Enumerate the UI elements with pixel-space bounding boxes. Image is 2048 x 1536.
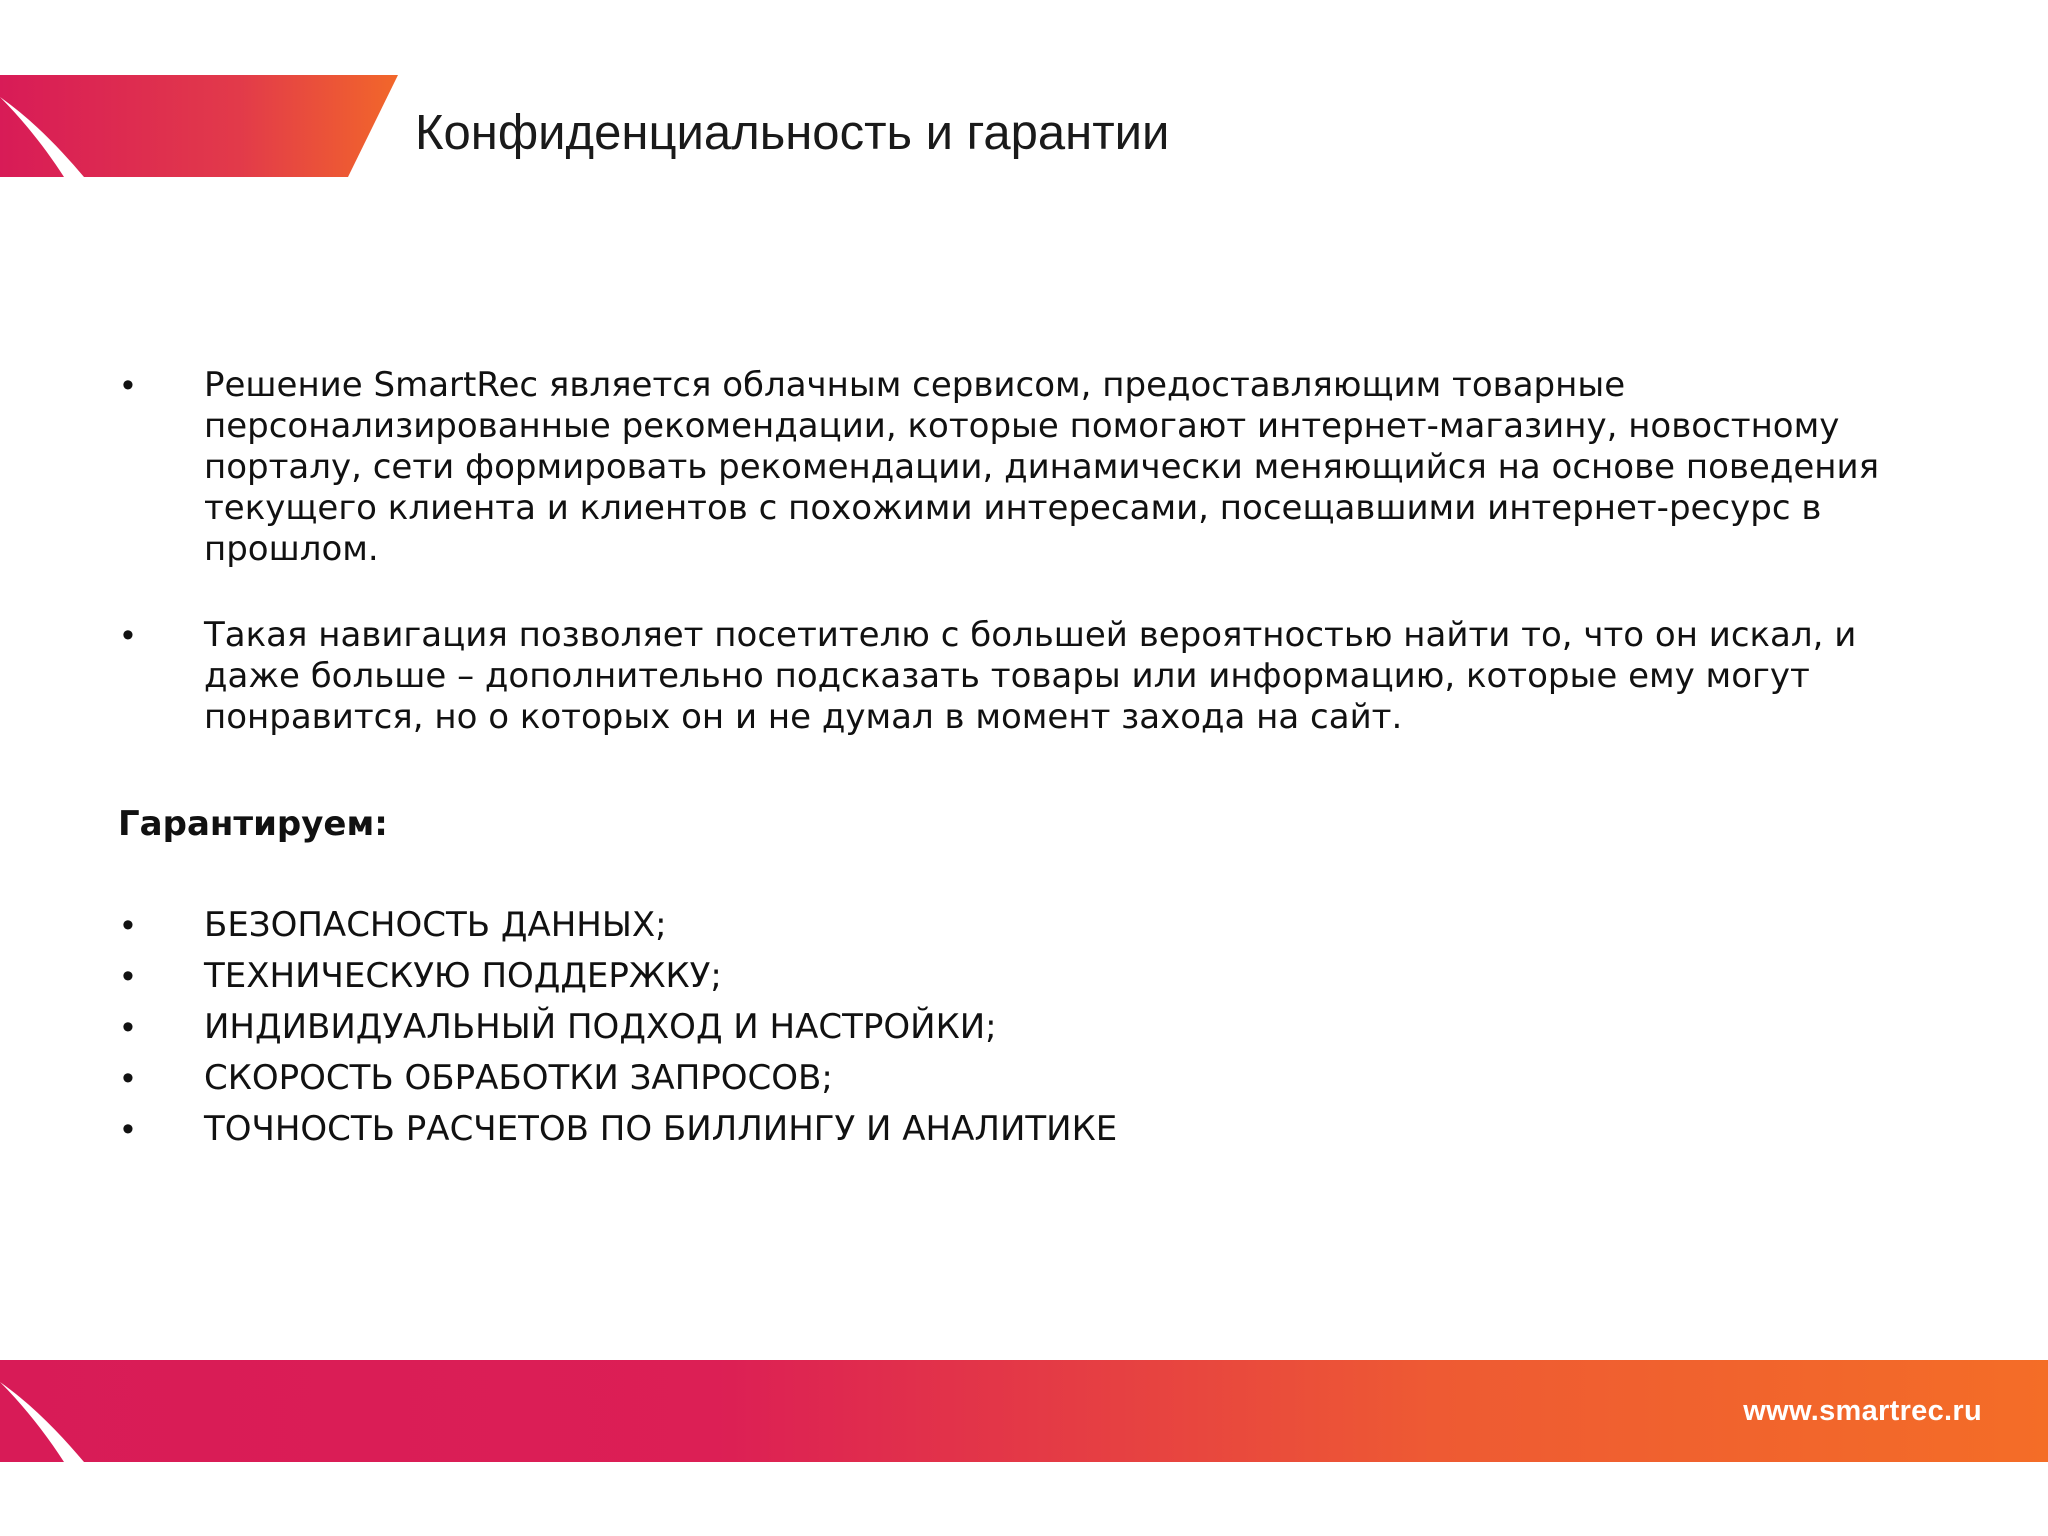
website-link[interactable]: www.smartrec.ru: [1743, 1395, 1982, 1427]
description-paragraph-2: [118, 615, 1918, 738]
bullet-icon: •: [122, 1008, 134, 1046]
bullet-icon: •: [122, 1110, 134, 1148]
list-item: [118, 1104, 1918, 1155]
header-brand-band: [0, 75, 400, 177]
guarantee-heading: Гарантируем:: [118, 804, 388, 844]
list-item: [118, 900, 1918, 951]
guarantee-text: СКОРОСТЬ ОБРАБОТКИ ЗАПРОСОВ;: [204, 1058, 833, 1098]
guarantee-list: [118, 900, 1918, 1155]
bullet-icon: •: [122, 957, 134, 995]
paragraph-text: Такая навигация позволяет посетителю с большей вероятностью найти то, что он искал, и даже больше – дополнительно подсказать товары или информацию, которые ему могут понравится, но о которых он и не думал в момент захода на сайт.: [204, 615, 1857, 737]
description-paragraph-1: [118, 365, 1918, 570]
list-item: [118, 1053, 1918, 1104]
guarantee-text: ТОЧНОСТЬ РАСЧЕТОВ ПО БИЛЛИНГУ И АНАЛИТИКЕ: [204, 1109, 1118, 1149]
page-title: Конфиденциальность и гарантии: [415, 106, 1170, 160]
main-content: [118, 365, 1918, 1155]
guarantee-text: БЕЗОПАСНОСТЬ ДАННЫХ;: [204, 905, 667, 945]
bullet-icon: •: [122, 906, 134, 944]
guarantee-text: ТЕХНИЧЕСКУЮ ПОДДЕРЖКУ;: [204, 956, 722, 996]
list-item: [118, 951, 1918, 1002]
guarantee-text: ИНДИВИДУАЛЬНЫЙ ПОДХОД И НАСТРОЙКИ;: [204, 1007, 997, 1047]
bullet-icon: •: [122, 366, 134, 404]
bullet-icon: •: [122, 1059, 134, 1097]
list-item: [118, 1002, 1918, 1053]
paragraph-text: Решение SmartRec является облачным сервисом, предоставляющим товарные персонализированные рекомендации, которые помогают интернет-магазину, новостному порталу, сети формировать рекомендации, динамически меняющийся на основе поведения текущего клиента и клиентов с похожими интересами, посещавшими интернет-ресурс в прошлом.: [204, 365, 1880, 569]
bullet-icon: •: [122, 616, 134, 654]
footer-brand-band: [0, 1360, 2048, 1462]
